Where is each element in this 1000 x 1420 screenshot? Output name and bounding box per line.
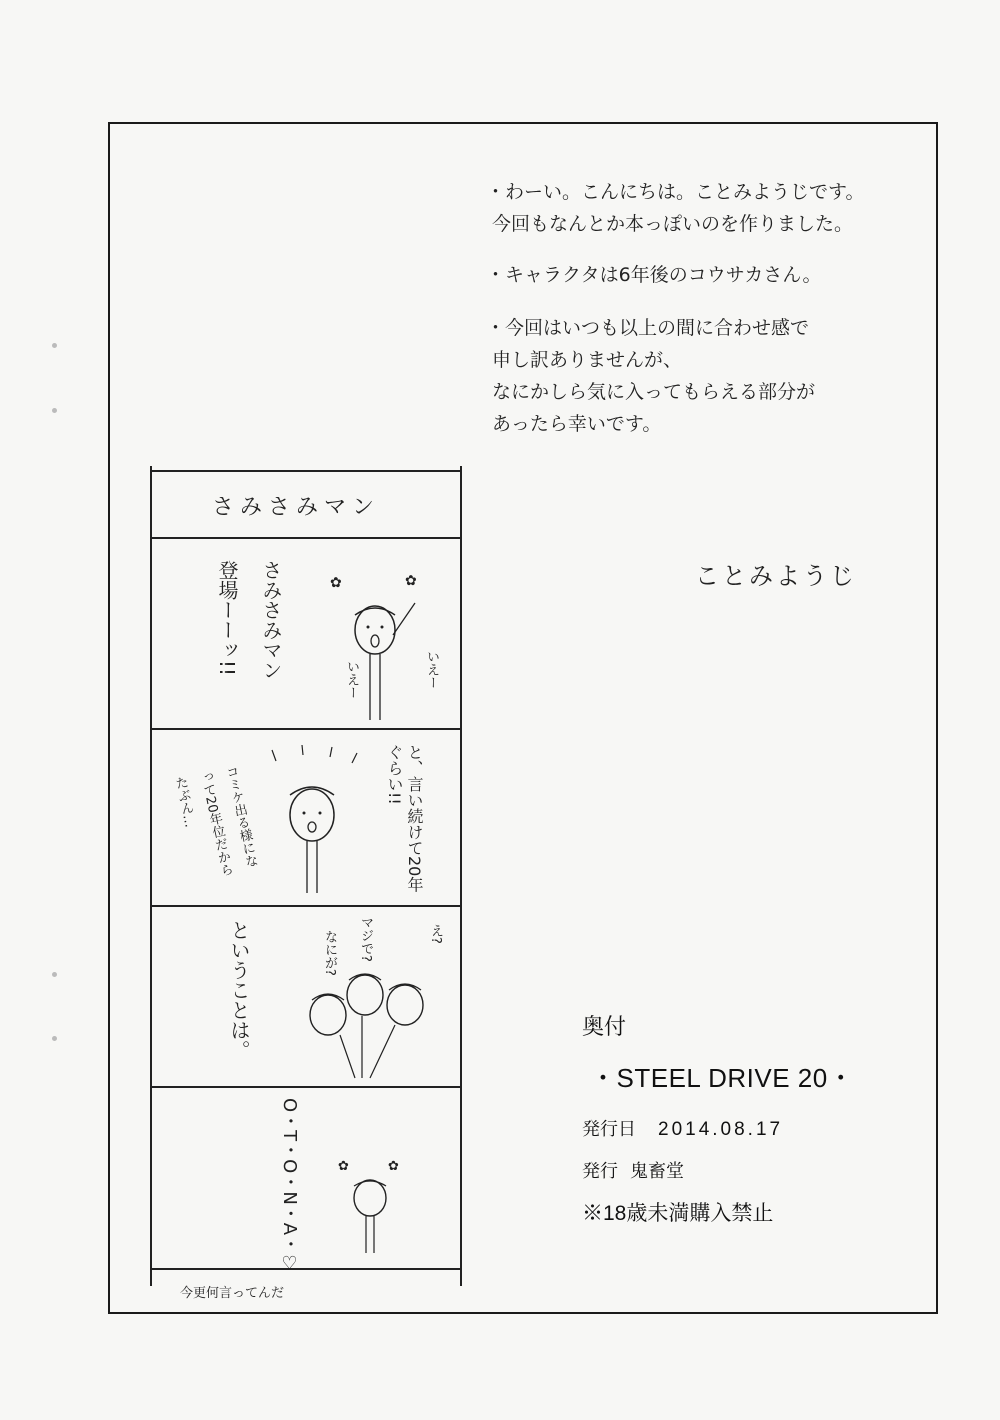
panel1-cry-left: いえー xyxy=(344,660,359,699)
binding-hole xyxy=(52,408,57,413)
author-signature: ことみようじ xyxy=(695,562,857,590)
svg-text:✿: ✿ xyxy=(405,575,417,589)
comic-caption: 今更何言ってんだ xyxy=(180,1286,285,1301)
panel3-question-2: なにが? xyxy=(322,930,337,976)
publisher-row xyxy=(582,1157,684,1183)
age-restriction-notice: ※18歳未満購入禁止 xyxy=(582,1202,774,1225)
binding-hole xyxy=(52,343,57,348)
page-border-frame xyxy=(108,122,938,1314)
panel-divider xyxy=(150,537,462,539)
binding-hole xyxy=(52,1036,57,1041)
publisher-value: 鬼畜堂 xyxy=(630,1161,684,1181)
publish-date-label: 発行日 xyxy=(582,1119,636,1139)
panel2-aside-text: コミケ出る様になって20年位だからたぶん… xyxy=(171,764,259,878)
sprout-character-drawing xyxy=(262,745,372,895)
publish-date-row xyxy=(582,1115,783,1141)
comic-title: さみさみマン xyxy=(212,495,381,520)
panel4-main-text: O・T・O・N・A・♡ xyxy=(279,1098,300,1275)
panel-divider xyxy=(150,905,462,907)
panel-divider xyxy=(150,728,462,730)
panel3-question-1: マジで? xyxy=(358,916,373,962)
strip-bottom-line xyxy=(150,1268,462,1270)
sprout-character-drawing xyxy=(330,575,430,725)
panel2-main-text: と、言い続けて20年ぐらい!! xyxy=(385,744,424,893)
panel1-sub-text: 登場ーーッ!! xyxy=(215,560,239,677)
svg-text:✿: ✿ xyxy=(330,575,342,591)
svg-text:✿: ✿ xyxy=(388,1159,399,1174)
colophon-heading: 奥付 xyxy=(582,1014,627,1039)
author-note-character: ・キャラクタは6年後のコウサカさん。 xyxy=(486,264,822,286)
strip-top-line xyxy=(150,470,462,472)
svg-text:✿: ✿ xyxy=(338,1159,349,1174)
panel1-cry-right: いえー xyxy=(424,650,439,689)
strip-right-border xyxy=(460,466,462,1286)
panel3-question-3: え? xyxy=(428,924,443,944)
panel-divider xyxy=(150,1086,462,1088)
book-title: ・STEEL DRIVE 20・ xyxy=(590,1063,855,1093)
publish-date-value: 2014.08.17 xyxy=(658,1119,784,1140)
binding-hole xyxy=(52,972,57,977)
sprout-character-drawing xyxy=(330,1158,420,1258)
author-note-apology: ・今回はいつも以上の間に合わせ感で 申し訳ありませんが、 なにかしら気に入ってもらえる部分が あったら幸いです。 xyxy=(486,317,816,435)
strip-left-border xyxy=(150,466,152,1286)
panel1-main-text: さみさみマン xyxy=(259,560,283,680)
author-note-greeting: ・わーい。こんにちは。ことみようじです。 今回もなんとか本っぽいのを作りました。 xyxy=(486,181,865,235)
publisher-label: 発行 xyxy=(582,1161,618,1181)
panel3-main-text: ということは。 xyxy=(227,920,251,1060)
sprout-trio-drawing xyxy=(300,960,440,1080)
